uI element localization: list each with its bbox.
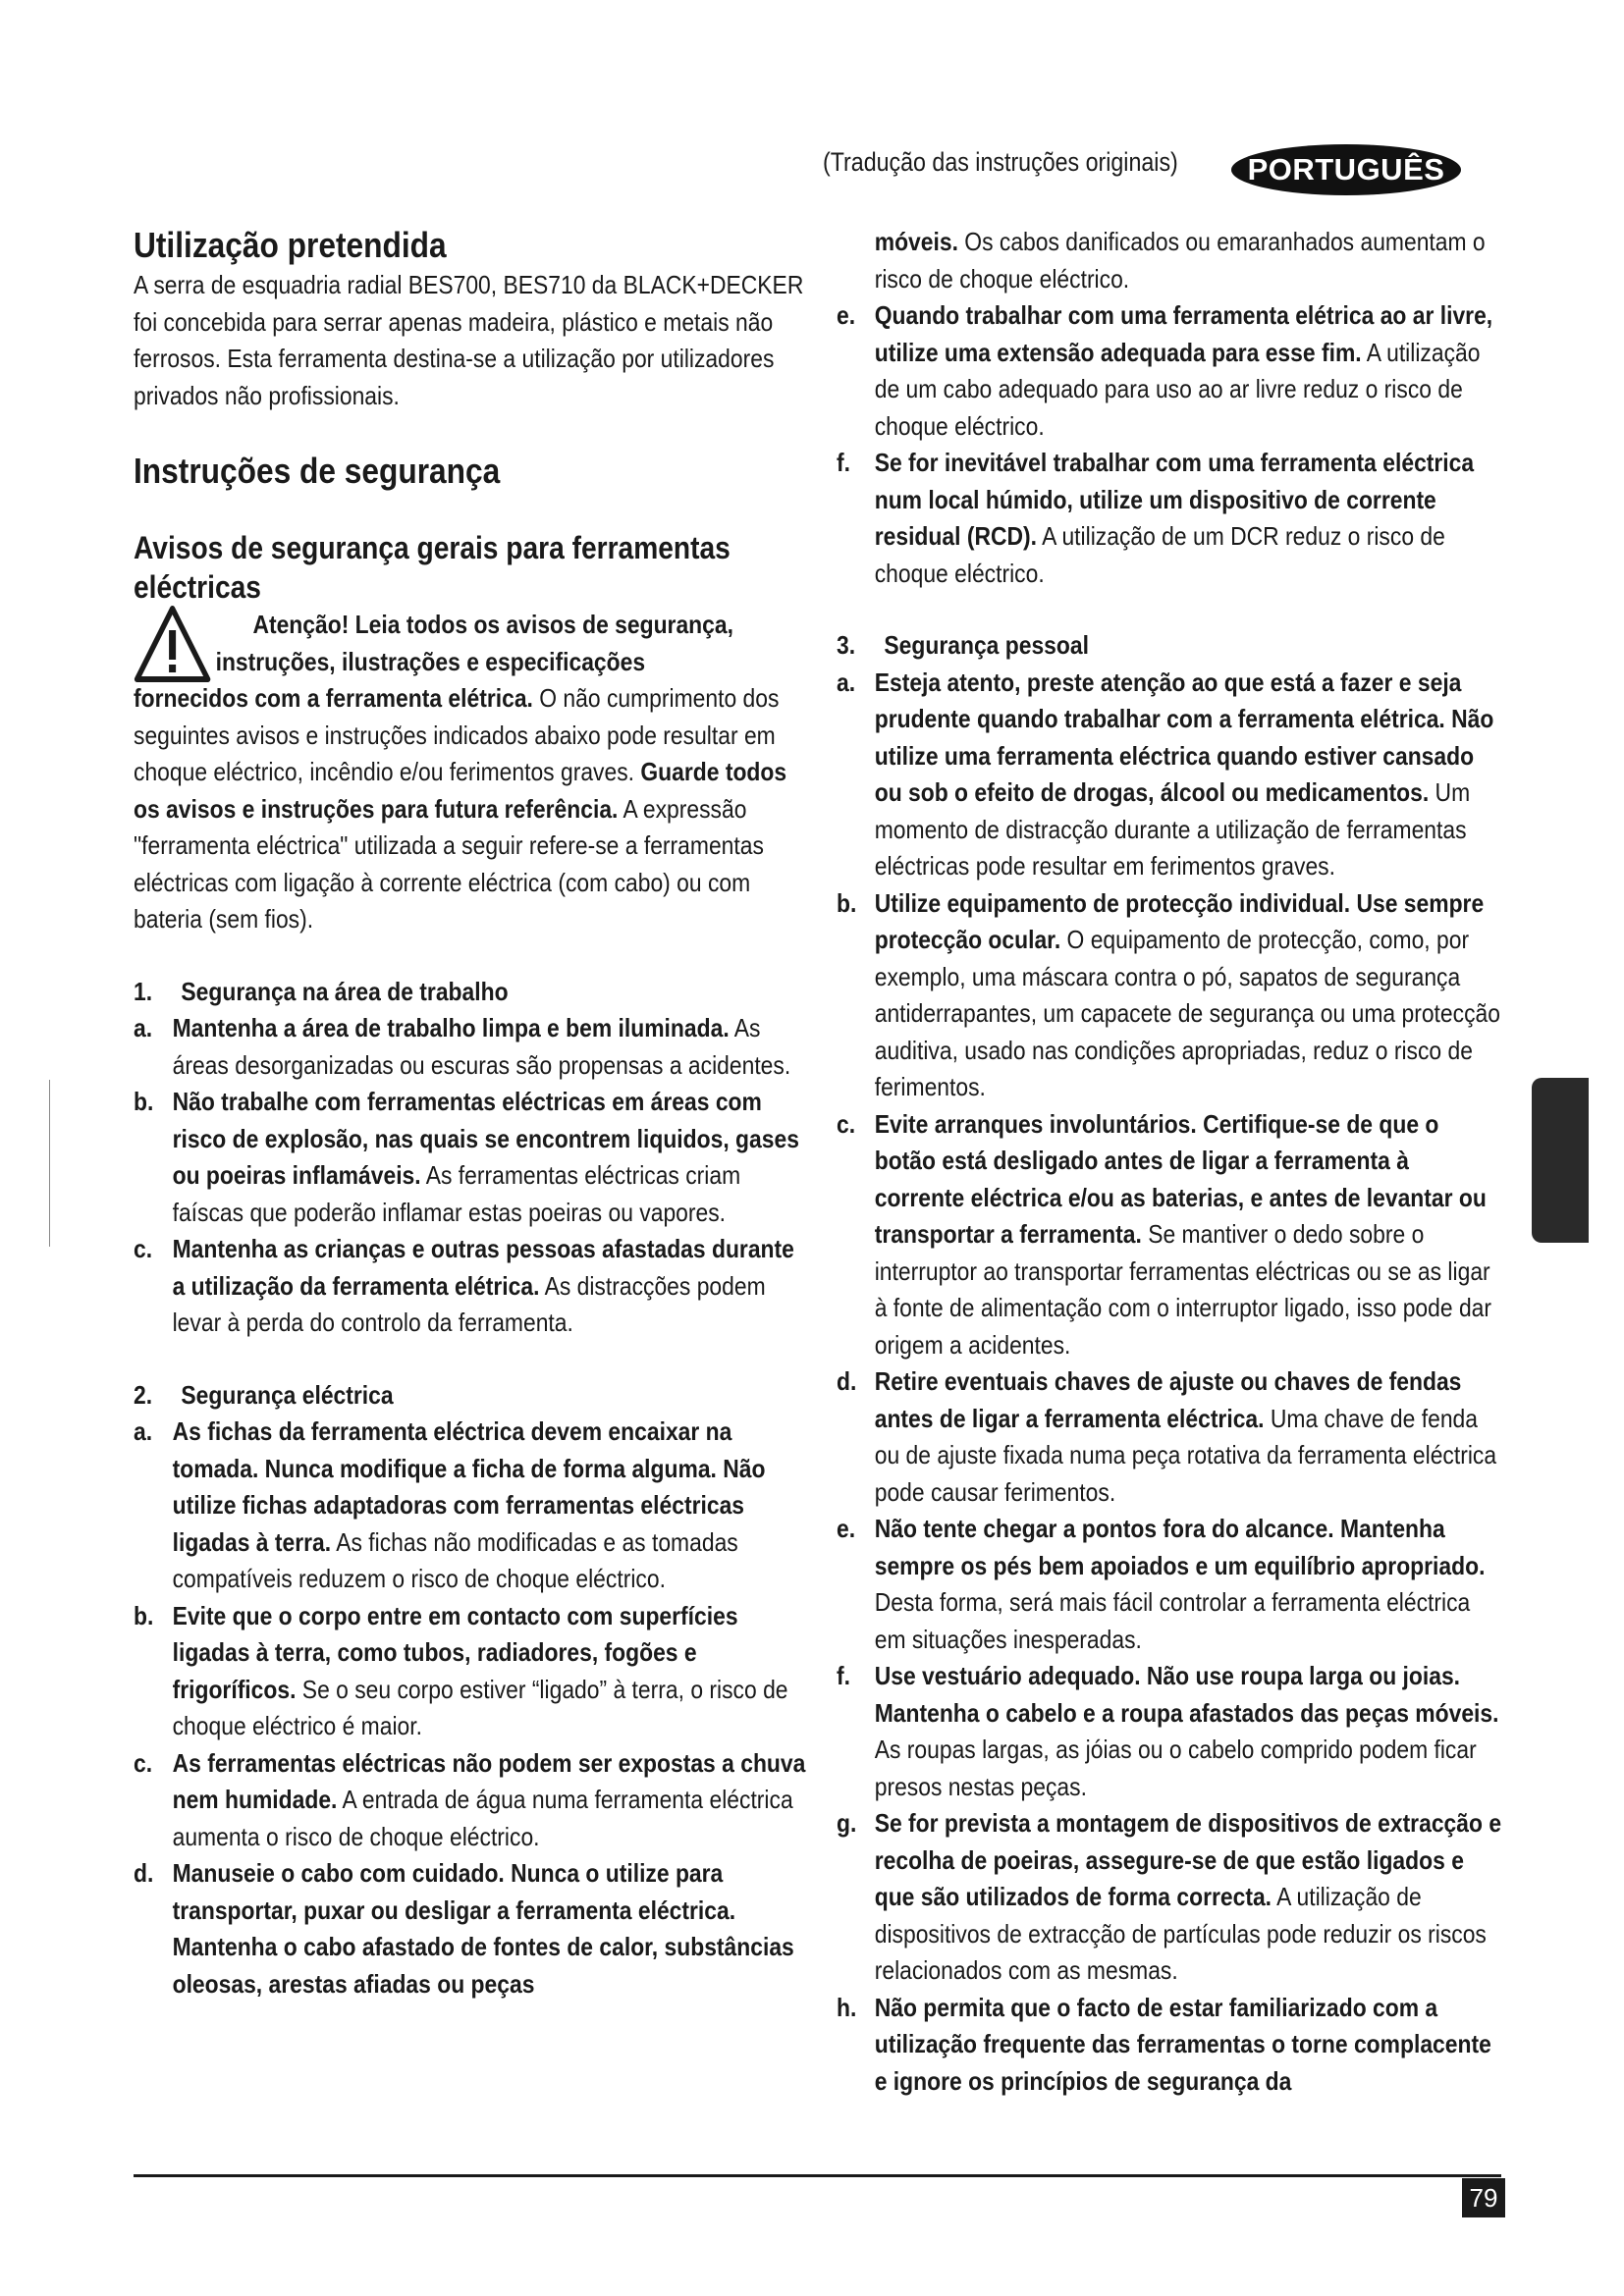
- list-item: e. Não tente chegar a pontos fora do alcance. Mantenha sempre os pés bem apoiados e um equilíbrio apropriado. Desta forma, será mais fácil controlar a ferramenta eléctrica em situações inesperadas.: [837, 1514, 1486, 1654]
- intended-use-body: A serra de esquadria radial BES700, BES710 da BLACK+DECKER foi concebida para serrar apenas madeira, plástico e metais não ferrosos. Esta ferramenta destina-se a utilização por utilizadores privados não profissionais.: [134, 270, 804, 410]
- list-item: a. Mantenha a área de trabalho limpa e bem iluminada. As áreas desorganizadas ou escuras são propensas a acidentes.: [134, 1013, 791, 1080]
- warning-block: [134, 607, 811, 938]
- left-column: [134, 224, 811, 2002]
- list-item: a. As fichas da ferramenta eléctrica devem encaixar na tomada. Nunca modifique a ficha de forma alguma. Não utilize fichas adaptadoras com ferramentas eléctricas ligadas à terra. As fichas não modificadas e as tomadas compatíveis reduzem o risco de choque eléctrico.: [134, 1416, 766, 1593]
- list-item: h. Não permita que o facto de estar familiarizado com a utilização frequente das ferramentas o torne complacente e ignore os princípios de segurança da: [837, 1992, 1491, 2096]
- intended-use-title: Utilização pretendida: [134, 225, 447, 265]
- list-item: a. Esteja atento, preste atenção ao que está a fazer e seja prudente quando trabalhar com a ferramenta elétrica. Não utilize uma ferramenta eléctrica quando estiver cansado ou sob o efeito de drogas, álcool ou medicamentos. Um momento de distracção durante a utilização de ferramentas eléctricas pode resultar em ferimentos graves.: [837, 667, 1494, 881]
- list-item: f. Use vestuário adequado. Não use roupa larga ou joias. Mantenha o cabelo e a roupa afastados das peças móveis. As roupas largas, as jóias ou o cabelo comprido podem ficar presos nestas peças.: [837, 1661, 1499, 1801]
- warning-line-2: instruções, ilustrações e especificações: [215, 646, 646, 676]
- section-3-title: 3. Segurança pessoal: [837, 630, 1089, 660]
- safety-title: Instruções de segurança: [134, 451, 501, 491]
- warning-triangle-icon: [134, 605, 211, 683]
- language-badge: PORTUGUÊS: [1231, 144, 1461, 195]
- header-caption: (Tradução das instruções originais): [823, 147, 1178, 177]
- section-1-title: 1. Segurança na área de trabalho: [134, 976, 509, 1006]
- page-number: 79: [1462, 2178, 1505, 2217]
- list-item: b. Utilize equipamento de protecção individual. Use sempre protecção ocular. O equipamento de protecção, como, por exemplo, uma máscara contra o pó, sapatos de segurança antiderrapantes, um capacete de segurança ou uma protecção auditiva, usado nas condições apropriadas, reduz o risco de ferimentos.: [837, 887, 1500, 1101]
- warning-body: fornecidos com a ferramenta elétrica. O não cumprimento dos seguintes avisos e instruções indicados abaixo pode resultar em choque eléctrico, incêndio e/ou ferimentos graves. Guarde todos os avisos e instruções para futura referência. A expressão "ferramenta eléctrica" utilizada a seguir refere-se a ferramentas eléctricas com ligação à corrente eléctrica (com cabo) ou com bateria (sem fios).: [134, 683, 787, 934]
- continuation-text: móveis. Os cabos danificados ou emaranhados aumentam o risco de choque eléctrico.: [874, 227, 1486, 294]
- list-item: c. Mantenha as crianças e outras pessoas afastadas durante a utilização da ferramenta elétrica. As distracções podem levar à perda do controlo da ferramenta.: [134, 1234, 794, 1337]
- section-2-title: 2. Segurança eléctrica: [134, 1379, 394, 1410]
- right-column: [837, 224, 1504, 2100]
- list-item: g. Se for prevista a montagem de dispositivos de extracção e recolha de poeiras, assegure-se de que estão ligados e que são utilizados de forma correcta. A utilização de dispositivos de extracção de partículas pode reduzir os riscos relacionados com as mesmas.: [837, 1808, 1502, 1985]
- footer-rule: [134, 2174, 1501, 2177]
- side-tab-marker: [1532, 1078, 1589, 1243]
- list-item: f. Se for inevitável trabalhar com uma ferramenta eléctrica num local húmido, utilize um dispositivo de corrente residual (RCD). A utilização de um DCR reduz o risco de choque eléctrico.: [837, 448, 1475, 588]
- list-item: b. Não trabalhe com ferramentas eléctricas em áreas com risco de explosão, nas quais se encontrem liquidos, gases ou poeiras inflamáveis. As ferramentas eléctricas criam faíscas que poderão inflamar estas poeiras ou vapores.: [134, 1087, 799, 1227]
- margin-line: [49, 1080, 50, 1247]
- list-item: e. Quando trabalhar com uma ferramenta elétrica ao ar livre, utilize uma extensão adequada para esse fim. A utilização de um cabo adequado para uso ao ar livre reduz o risco de choque eléctrico.: [837, 300, 1493, 441]
- list-item: d. Retire eventuais chaves de ajuste ou chaves de fendas antes de ligar a ferramenta eléctrica. Uma chave de fenda ou de ajuste fixada numa peça rotativa da ferramenta eléctrica pode causar ferimentos.: [837, 1366, 1497, 1507]
- general-warnings-title: Avisos de segurança gerais para ferramentas eléctricas: [134, 530, 731, 605]
- list-item: b. Evite que o corpo entre em contacto com superfícies ligadas à terra, como tubos, radiadores, fogões e frigoríficos. Se o seu corpo estiver “ligado” à terra, o risco de choque eléctrico é maior.: [134, 1600, 788, 1740]
- list-item: d. Manuseie o cabo com cuidado. Nunca o utilize para transportar, puxar ou desligar a ferramenta eléctrica. Mantenha o cabo afastado de fontes de calor, substâncias oleosas, arestas afiadas ou peças: [134, 1858, 794, 1999]
- list-item: c. As ferramentas eléctricas não podem ser expostas a chuva nem humidade. A entrada de água numa ferramenta eléctrica aumenta o risco de choque eléctrico.: [134, 1747, 806, 1851]
- warning-line-1: Atenção! Leia todos os avisos de segurança,: [252, 610, 733, 639]
- list-item: c. Evite arranques involuntários. Certifique-se de que o botão está desligado antes de ligar a ferramenta à corrente eléctrica e/ou as baterias, e antes de levantar ou transportar a ferramenta. Se mantiver o dedo sobre o interruptor ao transportar ferramentas eléctricas ou se as ligar à fonte de alimentação com o interruptor ligado, isso pode dar origem a acidentes.: [837, 1108, 1492, 1360]
